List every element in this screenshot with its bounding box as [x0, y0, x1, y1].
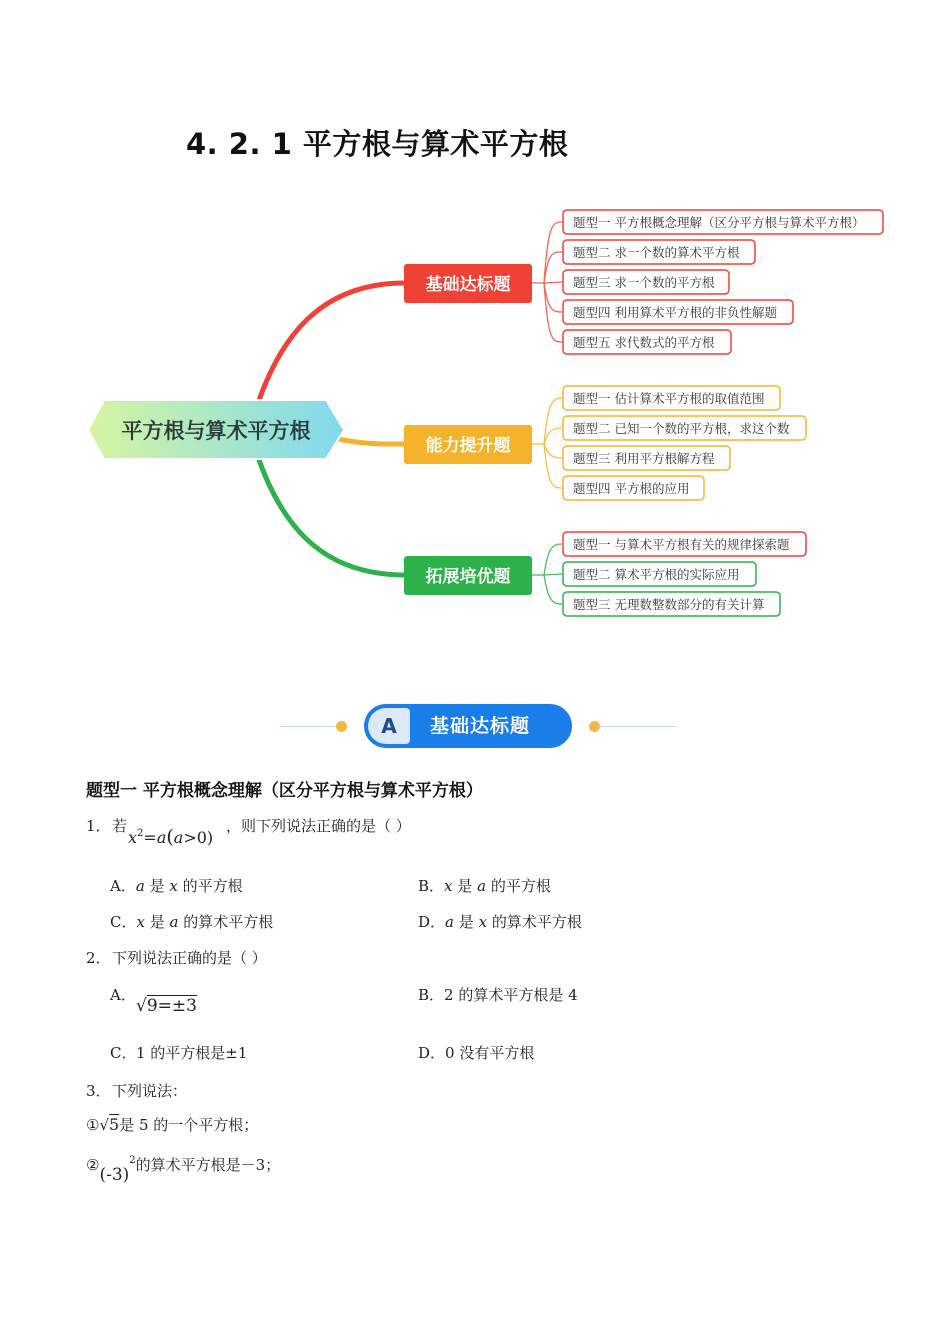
branch-node-extend-label: 拓展培优题: [425, 567, 511, 587]
topic-label-ability-1: 题型一 估计算术平方根的取值范围: [573, 391, 765, 406]
topic-label-extend-3: 题型三 无理数整数部分的有关计算: [573, 597, 765, 612]
branch-line-ability: [338, 439, 405, 444]
q3-number: 3．: [86, 1082, 111, 1100]
q2-option-a-expression: √9=±3: [136, 996, 197, 1016]
q1-prefix: 若: [112, 817, 128, 835]
banner-line-right: [598, 726, 676, 727]
banner-line-left: [280, 726, 338, 727]
banner-dot-left: [336, 721, 347, 732]
q2-option-d: D．0 没有平方根: [418, 1044, 535, 1062]
topic-label-basic-3: 题型三 求一个数的平方根: [573, 275, 715, 290]
q2-stem: 下列说法正确的是（ ）: [112, 949, 267, 967]
q3-statement-2: $②(-3)^2$的算术平方根是－3；: [86, 1155, 281, 1185]
topic-label-basic-4: 题型四 利用算术平方根的非负性解题: [573, 305, 777, 320]
q3-statement-1: ①√5是 5 的一个平方根；: [86, 1115, 259, 1134]
q2-option-c-text: 1 的平方根是±1: [136, 1044, 248, 1062]
branch-node-ability-label: 能力提升题: [425, 436, 511, 456]
page-title: 4. 2. 1 平方根与算术平方根: [186, 127, 569, 161]
section-banner: [280, 702, 700, 750]
q1-number: 1．: [86, 817, 111, 835]
q2-option-c-label: C．: [110, 1044, 137, 1062]
branch-line-basic: [258, 283, 405, 403]
q1-option-c: C．x 是 a 的算术平方根: [110, 913, 274, 931]
topic-label-basic-1: 题型一 平方根概念理解（区分平方根与算术平方根）: [573, 215, 865, 230]
banner-label: 基础达标题: [430, 715, 531, 737]
q1-option-b: B．x 是 a 的平方根: [418, 877, 551, 895]
branch-line-extend: [258, 457, 405, 575]
banner-pill: [364, 704, 572, 748]
topic-label-ability-2: 题型二 已知一个数的平方根，求这个数: [573, 421, 790, 436]
q2-number: 2．: [86, 949, 111, 967]
topic-label-basic-2: 题型二 求一个数的算术平方根: [573, 245, 740, 260]
topic-label-extend-1: 题型一 与算术平方根有关的规律探索题: [573, 537, 790, 552]
q1-option-d: D．a 是 x 的算术平方根: [418, 913, 582, 931]
q1-suffix: ，则下列说法正确的是（ ）: [226, 817, 411, 835]
q1-equation: $x^2=a(a>0)$: [128, 826, 214, 848]
q1-option-a: A．a 是 x 的平方根: [110, 877, 243, 895]
topic-label-ability-3: 题型三 利用平方根解方程: [573, 451, 715, 466]
q2-option-b: B．2 的算术平方根是 4: [418, 986, 578, 1004]
mind-map: [0, 195, 950, 635]
topic-label-ability-4: 题型四 平方根的应用: [573, 481, 690, 496]
branch-node-basic-label: 基础达标题: [425, 275, 511, 295]
banner-letter: A: [368, 708, 410, 744]
q2-option-a-label: A．: [110, 986, 136, 1004]
section-heading: 题型一 平方根概念理解（区分平方根与算术平方根）: [86, 781, 483, 801]
topic-label-extend-2: 题型二 算术平方根的实际应用: [573, 567, 740, 582]
q3-stem: 下列说法：: [112, 1082, 188, 1100]
topic-label-basic-5: 题型五 求代数式的平方根: [573, 335, 715, 350]
root-node-label: 平方根与算术平方根: [121, 419, 311, 443]
